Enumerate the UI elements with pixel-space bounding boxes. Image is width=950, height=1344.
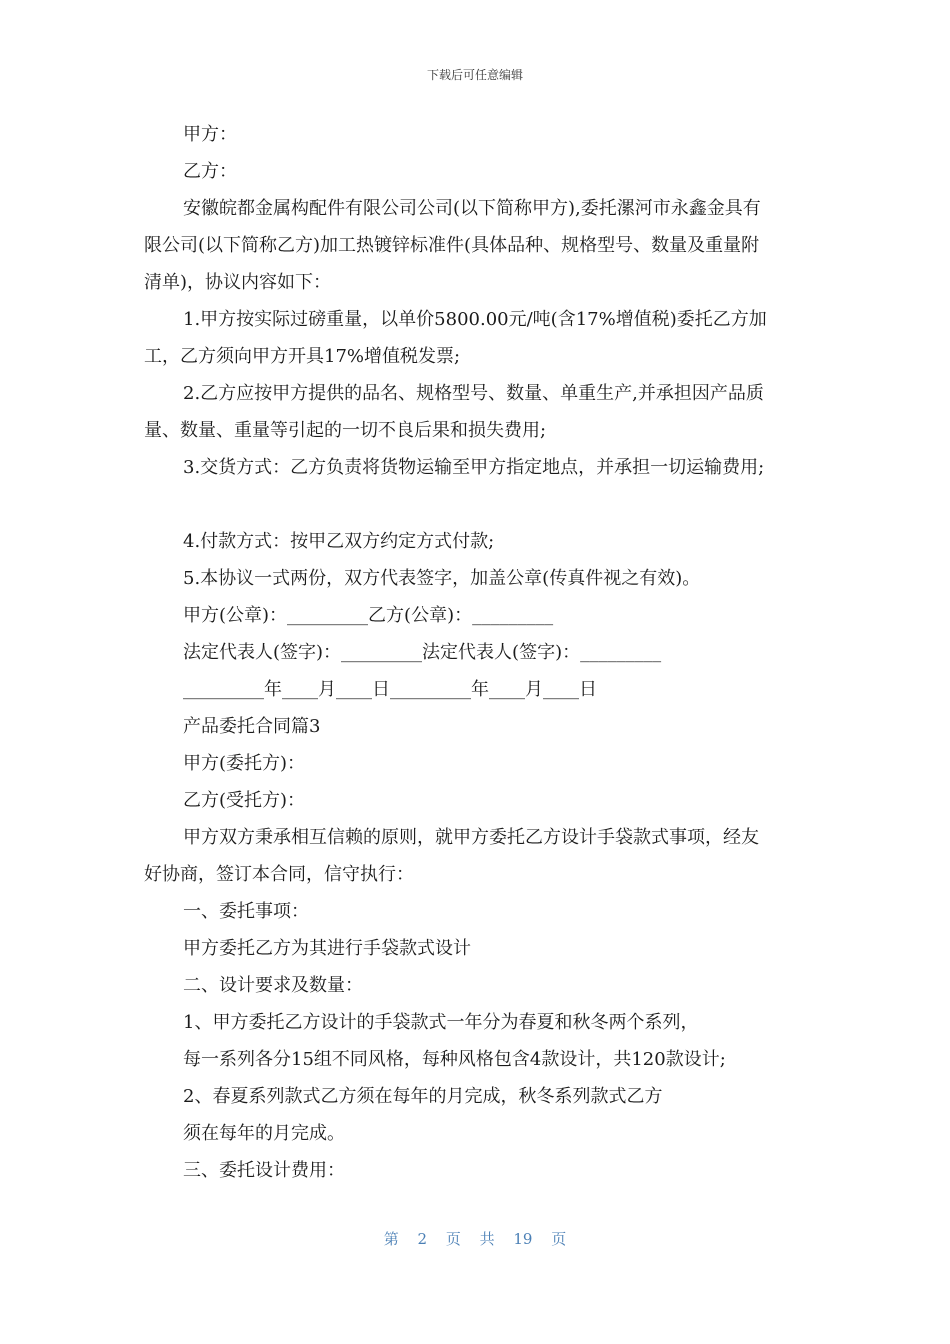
paragraph-line: 安徽皖都金属构配件有限公司公司(以下简称甲方),委托漯河市永鑫金具有 xyxy=(183,198,761,219)
clause-5-line: 5.本协议一式两份，双方代表签字，加盖公章(传真件视之有效)。 xyxy=(183,568,701,589)
signature-line: 法定代表人(签字)：_________法定代表人(签字)：_________ xyxy=(183,642,662,663)
date-line: _________年____月____日_________年____月____日 xyxy=(183,679,597,700)
document-body xyxy=(144,116,808,1189)
heading-line: 一、委托事项： xyxy=(183,901,309,922)
party-a-line: 甲方(委托方)： xyxy=(183,753,306,774)
paragraph-line: 甲方委托乙方为其进行手袋款式设计 xyxy=(183,938,471,959)
paragraph-line: 2、春夏系列款式乙方须在每年的月完成，秋冬系列款式乙方 xyxy=(183,1086,663,1107)
paragraph-line: 每一系列各分15组不同风格，每种风格包含4款设计，共120款设计; xyxy=(183,1049,726,1070)
paragraph-line: 好协商，签订本合同，信守执行： xyxy=(144,864,414,885)
paragraph-line: 1、甲方委托乙方设计的手袋款式一年分为春夏和秋冬两个系列， xyxy=(183,1012,699,1033)
page-header: 下载后可任意编辑 xyxy=(426,68,523,82)
heading-line: 三、委托设计费用： xyxy=(183,1160,345,1181)
party-a-line: 甲方： xyxy=(183,124,237,145)
clause-4-line: 4.付款方式：按甲乙双方约定方式付款; xyxy=(183,531,495,552)
clause-1-line: 工，乙方须向甲方开具17%增值税发票; xyxy=(144,346,461,367)
clause-3-line: 3.交货方式：乙方负责将货物运输至甲方指定地点，并承担一切运输费用; xyxy=(183,457,765,478)
heading-line: 二、设计要求及数量： xyxy=(183,975,363,996)
party-b-line: 乙方(受托方)： xyxy=(183,790,306,811)
blank-line xyxy=(144,486,808,523)
clause-2-line: 量、数量、重量等引起的一切不良后果和损失费用; xyxy=(144,420,547,441)
paragraph-line: 限公司(以下简称乙方)加工热镀锌标准件(具体品种、规格型号、数量及重量附 xyxy=(144,235,760,256)
clause-2-line: 2.乙方应按甲方提供的品名、规格型号、数量、单重生产,并承担因产品质 xyxy=(183,383,764,404)
party-b-line: 乙方： xyxy=(183,161,237,182)
paragraph-line: 清单)，协议内容如下： xyxy=(144,272,332,293)
section-title: 产品委托合同篇3 xyxy=(183,716,321,737)
paragraph-line: 须在每年的月完成。 xyxy=(183,1123,345,1144)
page-footer: 第 2 页 共 19 页 xyxy=(383,1230,567,1248)
clause-1-line: 1.甲方按实际过磅重量，以单价5800.00元/吨(含17%增值税)委托乙方加 xyxy=(183,309,767,330)
seal-line: 甲方(公章)：_________乙方(公章)：_________ xyxy=(183,605,554,626)
paragraph-line: 甲方双方秉承相互信赖的原则，就甲方委托乙方设计手袋款式事项，经友 xyxy=(183,827,759,848)
